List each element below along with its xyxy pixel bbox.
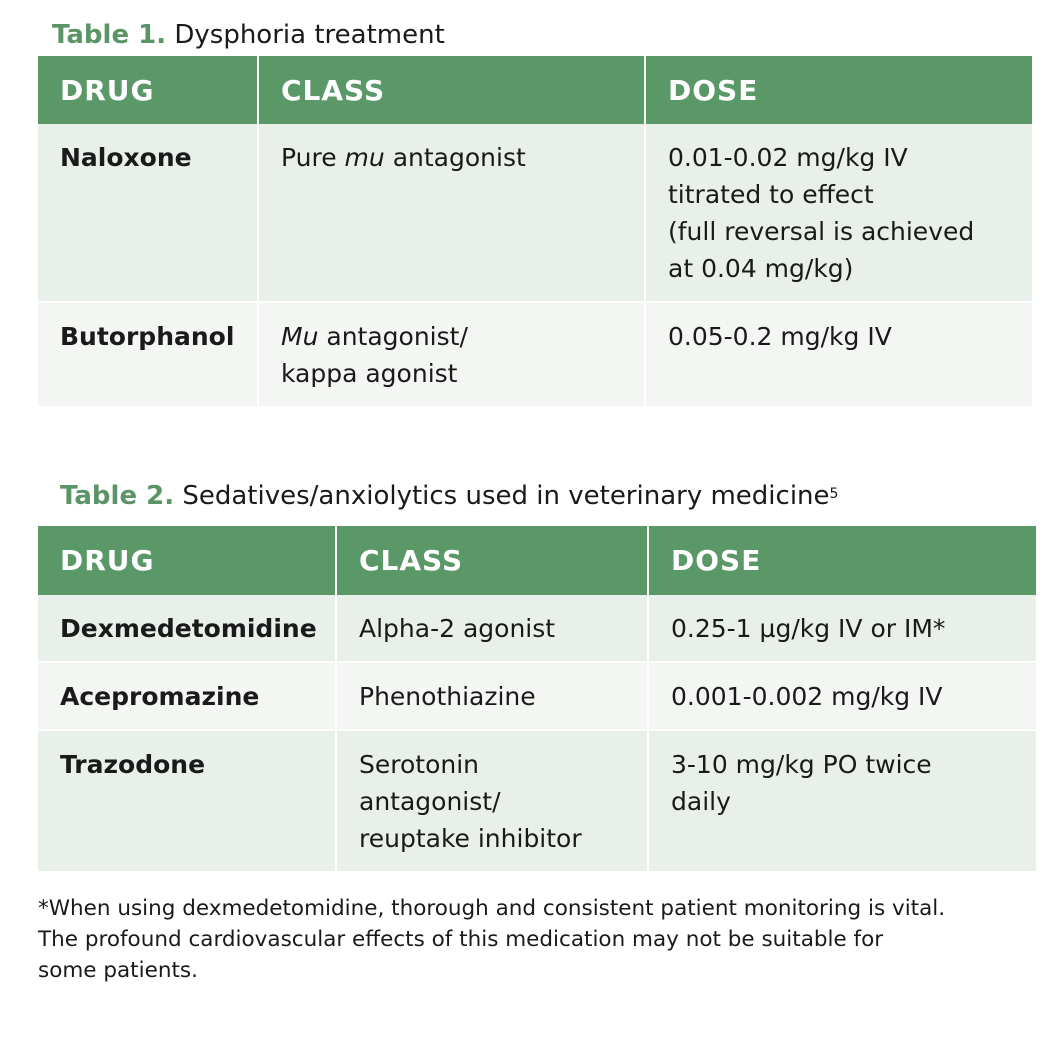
class-line: antagonist/ xyxy=(359,787,501,816)
table-row xyxy=(38,662,1036,730)
table1-header-drug: DRUG xyxy=(38,56,258,124)
footnote-line: some patients. xyxy=(38,958,198,983)
table1-caption-label: Table 1. xyxy=(52,20,167,50)
dose-cell: 0.05-0.2 mg/kg IV xyxy=(645,302,1032,407)
drug-cell: Naloxone xyxy=(38,124,258,302)
table-row xyxy=(38,302,1032,407)
dose-cell xyxy=(645,124,1032,302)
dose-line: titrated to effect xyxy=(668,180,874,209)
dose-line: daily xyxy=(671,787,731,816)
class-cell: Alpha-2 agonist xyxy=(336,595,648,662)
table-row xyxy=(38,124,1032,302)
class-text-italic: mu xyxy=(344,143,385,172)
table1-header-class: CLASS xyxy=(258,56,645,124)
dose-line: at 0.04 mg/kg) xyxy=(668,254,854,283)
dose-line: 0.01-0.02 mg/kg IV xyxy=(668,143,908,172)
table1-caption-text: Dysphoria treatment xyxy=(174,20,445,50)
table1-header-dose: DOSE xyxy=(645,56,1032,124)
table1-header-row xyxy=(38,56,1032,124)
drug-cell: Butorphanol xyxy=(38,302,258,407)
footnote xyxy=(38,893,1048,986)
table2-header-dose: DOSE xyxy=(648,526,1036,595)
table2-caption-label: Table 2. xyxy=(60,481,175,511)
dose-line: 3-10 mg/kg PO twice xyxy=(671,750,932,779)
class-text: antagonist xyxy=(384,143,526,172)
table2 xyxy=(38,526,1036,873)
footnote-line: *When using dexmedetomidine, thorough and consistent patient monitoring is vital. xyxy=(38,896,946,921)
drug-cell: Acepromazine xyxy=(38,662,336,730)
dose-cell: 0.001-0.002 mg/kg IV xyxy=(648,662,1036,730)
class-text: antagonist/ xyxy=(318,322,468,351)
table2-header-row xyxy=(38,526,1036,595)
table2-header-drug: DRUG xyxy=(38,526,336,595)
class-cell xyxy=(258,124,645,302)
table2-header-class: CLASS xyxy=(336,526,648,595)
class-text-italic: Mu xyxy=(281,322,319,351)
class-line: kappa agonist xyxy=(281,359,458,388)
table2-caption-reference: 5 xyxy=(829,486,839,502)
class-line: reuptake inhibitor xyxy=(359,824,582,853)
class-cell xyxy=(336,730,648,872)
class-line: Serotonin xyxy=(359,750,480,779)
dose-line: (full reversal is achieved xyxy=(668,217,975,246)
table1-caption xyxy=(52,19,445,51)
footnote-line: The profound cardiovascular effects of this medication may not be suitable for xyxy=(38,927,884,952)
table1 xyxy=(38,56,1032,408)
table2-caption xyxy=(60,480,838,512)
class-cell xyxy=(258,302,645,407)
table2-caption-text: Sedatives/anxiolytics used in veterinary medicine xyxy=(182,481,830,511)
drug-cell: Dexmedetomidine xyxy=(38,595,336,662)
class-line xyxy=(281,318,622,355)
dose-cell: 0.25-1 µg/kg IV or IM* xyxy=(648,595,1036,662)
table-row xyxy=(38,595,1036,662)
drug-cell: Trazodone xyxy=(38,730,336,872)
class-cell: Phenothiazine xyxy=(336,662,648,730)
table-row xyxy=(38,730,1036,872)
dose-cell xyxy=(648,730,1036,872)
class-text: Pure xyxy=(281,143,345,172)
